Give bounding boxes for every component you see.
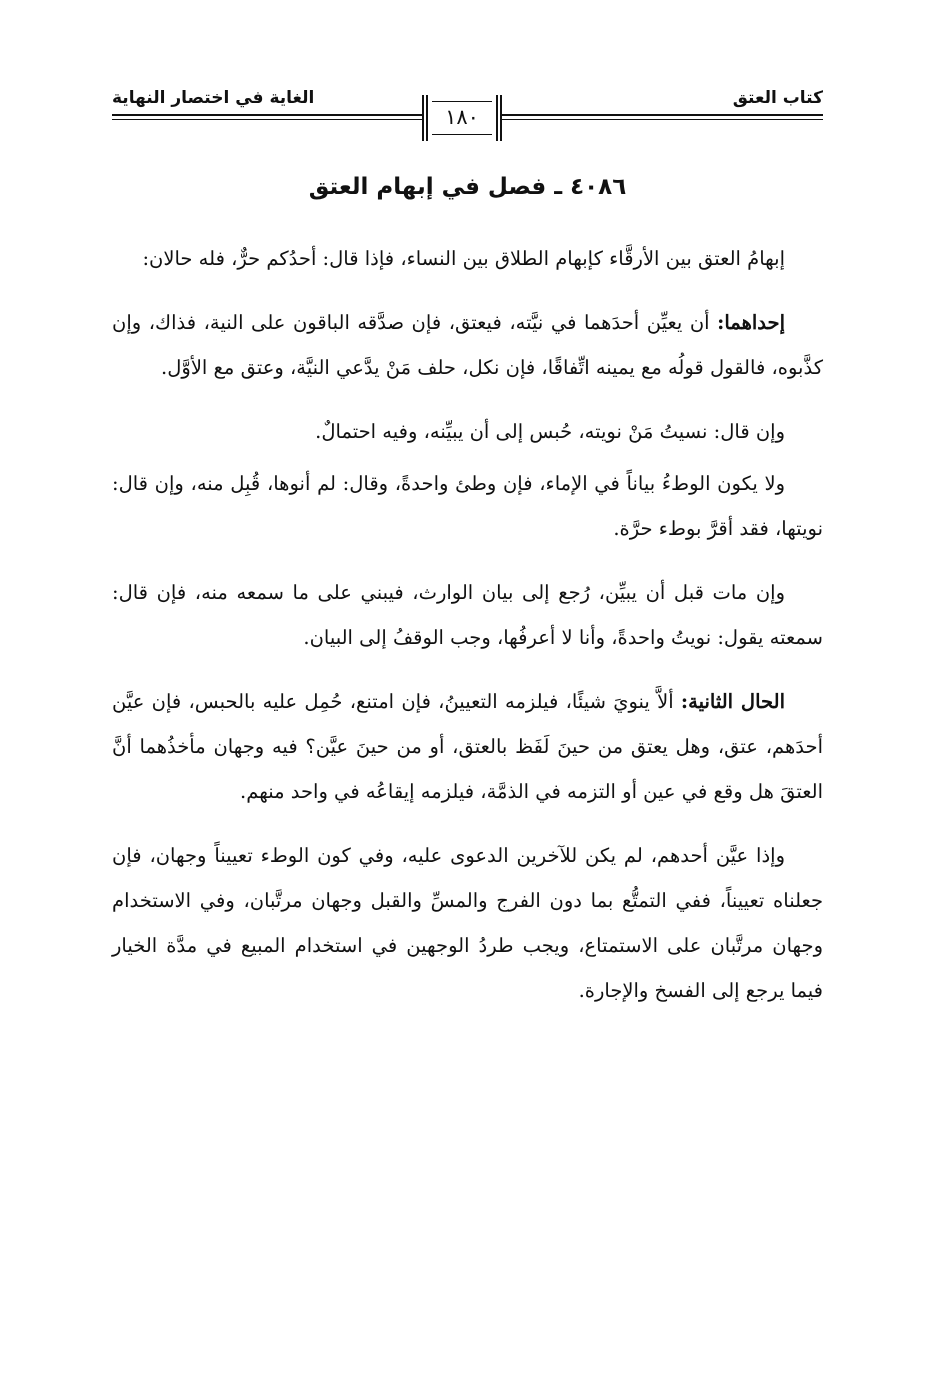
body-text (112, 236, 823, 1032)
paragraph-text: وإذا عيَّن أحدهم، لم يكن للآخرين الدعوى عليه، وفي كون الوطء تعييناً وجهان، فإن جعلناه تعييناً، ففي التمتُّع بما دون الفرج والمسِّ والقبل وجهان مرتَّبان، وفي الاستخدام وجهان مرتَّبان على الاستمتاع، ويجب طردُ الوجهين في استخدام المبيع في مدَّة الخيار فيما يرجع إلى الفسخ والإجارة. (112, 844, 823, 1002)
running-header-work-title: الغاية في اختصار النهاية (112, 88, 315, 108)
paragraph-4 (112, 461, 823, 551)
paragraph-text: أن يعيِّن أحدَهما في نيَّته، فيعتق، فإن صدَّقه الباقون على النية، فذاك، وإن كذَّبوه، فالقول قولُه مع يمينه اتِّفاقًا، فإن نكل، حلف مَنْ يدَّعي النيَّة، وعتق مع الأوَّل. (112, 311, 823, 379)
paragraph-1 (112, 236, 823, 281)
paragraph-5 (112, 570, 823, 660)
paragraph-2 (112, 300, 823, 390)
paragraph-text: وإن مات قبل أن يبيِّن، رُجع إلى بيان الوارث، فيبني على ما سمعه منه، فإن قال: سمعته يقول: نويتُ واحدةً، وأنا لا أعرفُها، وجب الوقفُ إلى البيان. (112, 581, 823, 649)
section-title: ٤٠٨٦ ـ فصل في إبهام العتق (308, 174, 627, 200)
paragraph-7 (112, 833, 823, 1013)
paragraph-text: إبهامُ العتق بين الأرقَّاء كإبهام الطلاق بين النساء، فإذا قال: أحدُكم حرٌّ، فله حالان: (142, 247, 785, 270)
page-number-frame (422, 95, 502, 141)
paragraph-lead: الحال الثانية: (680, 690, 785, 713)
running-header-book-title: كتاب العتق (732, 88, 823, 108)
page-number: ١٨٠ (445, 105, 479, 129)
paragraph-lead: إحداهما: (717, 311, 785, 334)
paragraph-6 (112, 679, 823, 814)
paragraph-text: ألاَّ ينويَ شيئًا، فيلزمه التعيينُ، فإن امتنع، حُمِل عليه بالحبس، فإن عيَّن أحدَهم، عتق، وهل يعتق من حينَ لَفَظ بالعتق، أو من حينَ عيَّن؟ فيه وجهان مأخذُهما أنَّ العتقَ هل وقع في عين أو التزمه في الذمَّة، فيلزمه إيقاعُه في واحد منهم. (112, 690, 823, 803)
paragraph-3 (112, 409, 823, 454)
paragraph-text: ولا يكون الوطءُ بياناً في الإماء، فإن وطئ واحدةً، وقال: لم أنوها، قُبِل منه، وإن قال: نويتها، فقد أقرَّ بوطء حرَّة. (112, 472, 823, 540)
paragraph-text: وإن قال: نسيتُ مَنْ نويته، حُبس إلى أن يبيِّنه، وفيه احتمالٌ. (315, 420, 785, 443)
